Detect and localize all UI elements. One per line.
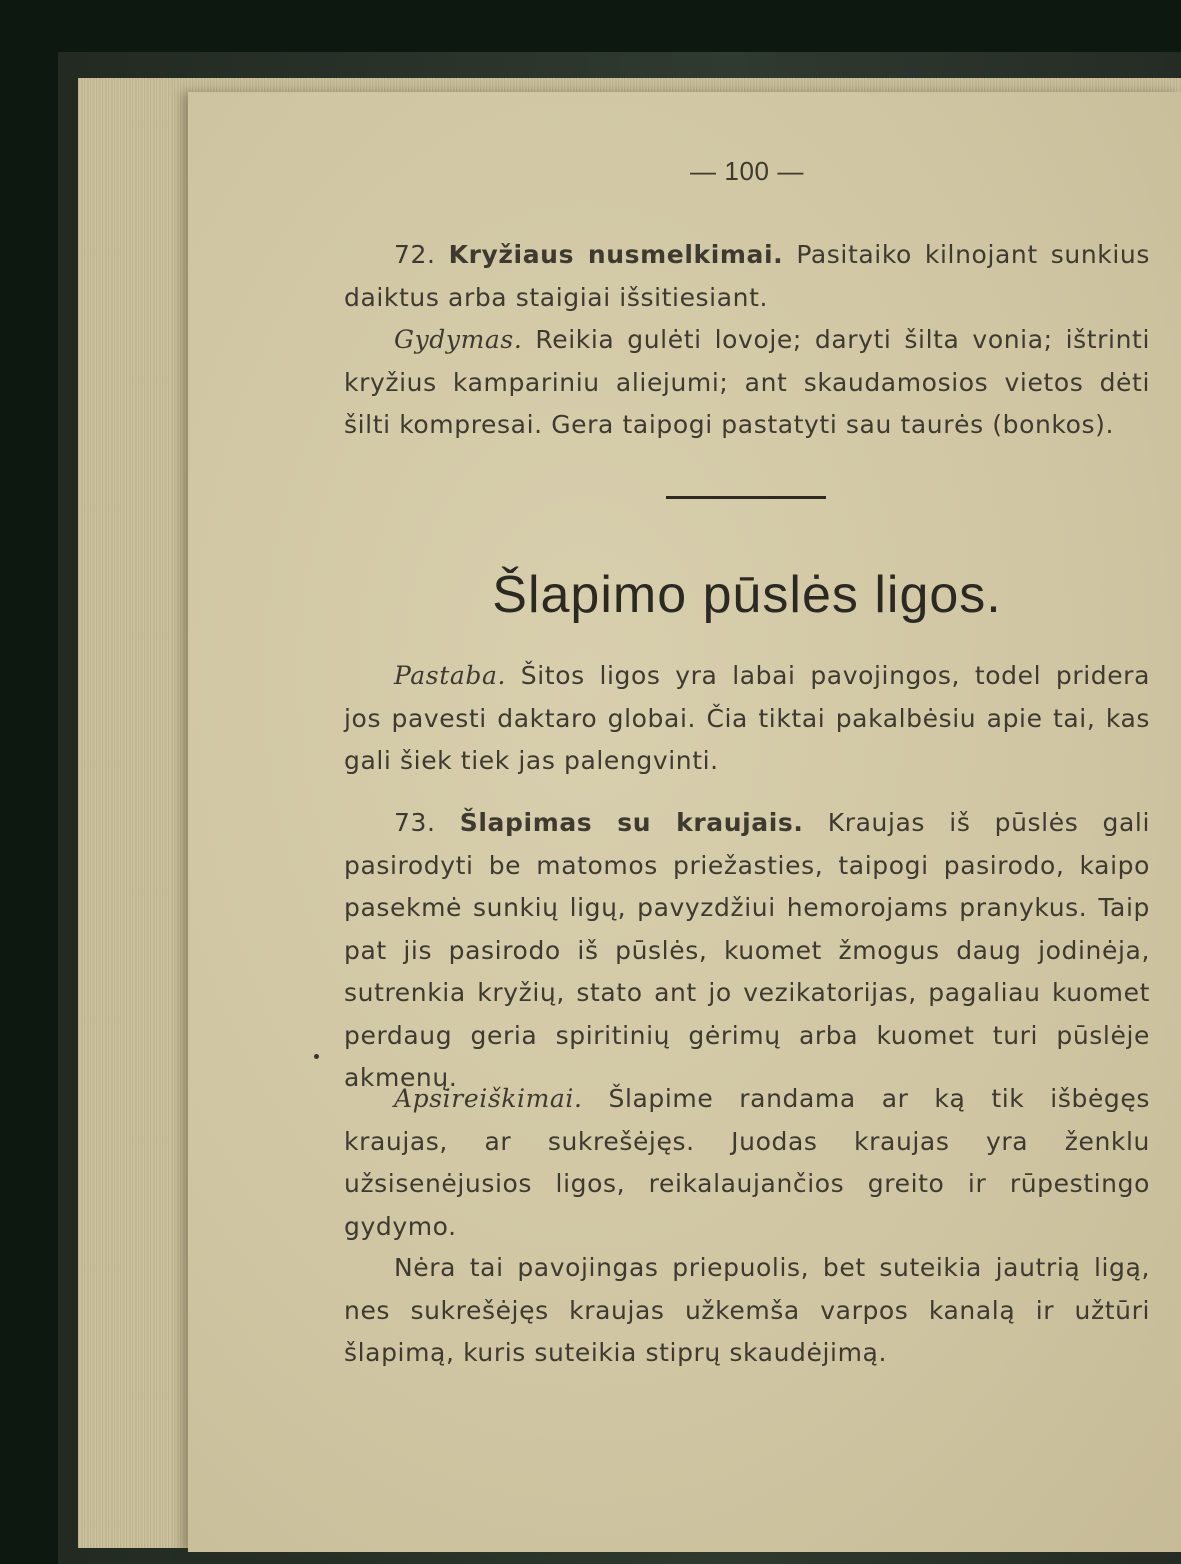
section-divider <box>666 496 826 499</box>
note-label: Pastaba. <box>394 661 507 690</box>
final-paragraph: Nėra tai pavojingas priepuolis, bet suteikia jautrią ligą, nes sukrešėjęs kraujas užkemša varpos kanalą ir užtūri šlapimą, kuris suteikia stiprų skaudėjimą. <box>344 1253 1150 1367</box>
paragraph-title: Kryžiaus nusmelkimai. <box>448 240 784 269</box>
symptoms-label: Apsireiškimai. <box>394 1084 583 1113</box>
treatment-text: Reikia gulėti lovoje; daryti šilta vonia; ištrinti kryžius kampariniu aliejumi; ant skaudamosios vietos dėti šilti kompresai. Gera taipogi pastatyti sau taurės (bonkos). <box>344 325 1150 439</box>
section-heading: Šlapimo pūslės ligos. <box>492 566 1002 624</box>
paragraph-text: Pasitaiko kilnojant sunkius daiktus arba staigiai išsitiesiant. <box>344 240 1150 312</box>
paragraph-text: Kraujas iš pūslės gali pasirodyti be matomos priežasties, taipogi pasirodo, kaipo pasekmė sunkių ligų, pavyzdžiui hemorojams pranykus. Taip pat jis pasirodo iš pūslės, kuomet žmogus daug jodinėja, sutrenkia kryžių, stato ant jo vezikatorijas, pagaliau kuomet perdaug geria spiritinių gėrimų arba kuomet turi pūslėje akmenų. <box>344 808 1151 1092</box>
paragraph-73 <box>344 802 1150 1100</box>
paragraph-number: 72. <box>394 240 436 269</box>
paragraph-title: Šlapimas su kraujais. <box>459 808 804 837</box>
treatment-label: Gydymas. <box>394 325 523 354</box>
symptoms-text: Šlapime randama ar ką tik išbėgęs kraujas, ar sukrešėjęs. Juodas kraujas yra ženklu užsisenėjusios ligos, reikalaujančios greito ir rūpestingo gydymo. <box>344 1084 1150 1241</box>
paragraph-number: 73. <box>394 808 436 837</box>
paragraph-72 <box>344 234 1150 319</box>
treatment-72 <box>344 319 1150 447</box>
note-text: Šitos ligos yra labai pavojingos, todel pridera jos pavesti daktaro globai. Čia tiktai pakalbėsiu apie tai, kas gali šiek tiek jas palengvinti. <box>344 661 1150 775</box>
symptoms-73 <box>344 1078 1150 1248</box>
note-paragraph <box>344 655 1150 783</box>
page-number: — 100 — <box>689 156 805 186</box>
margin-mark <box>314 1054 319 1059</box>
